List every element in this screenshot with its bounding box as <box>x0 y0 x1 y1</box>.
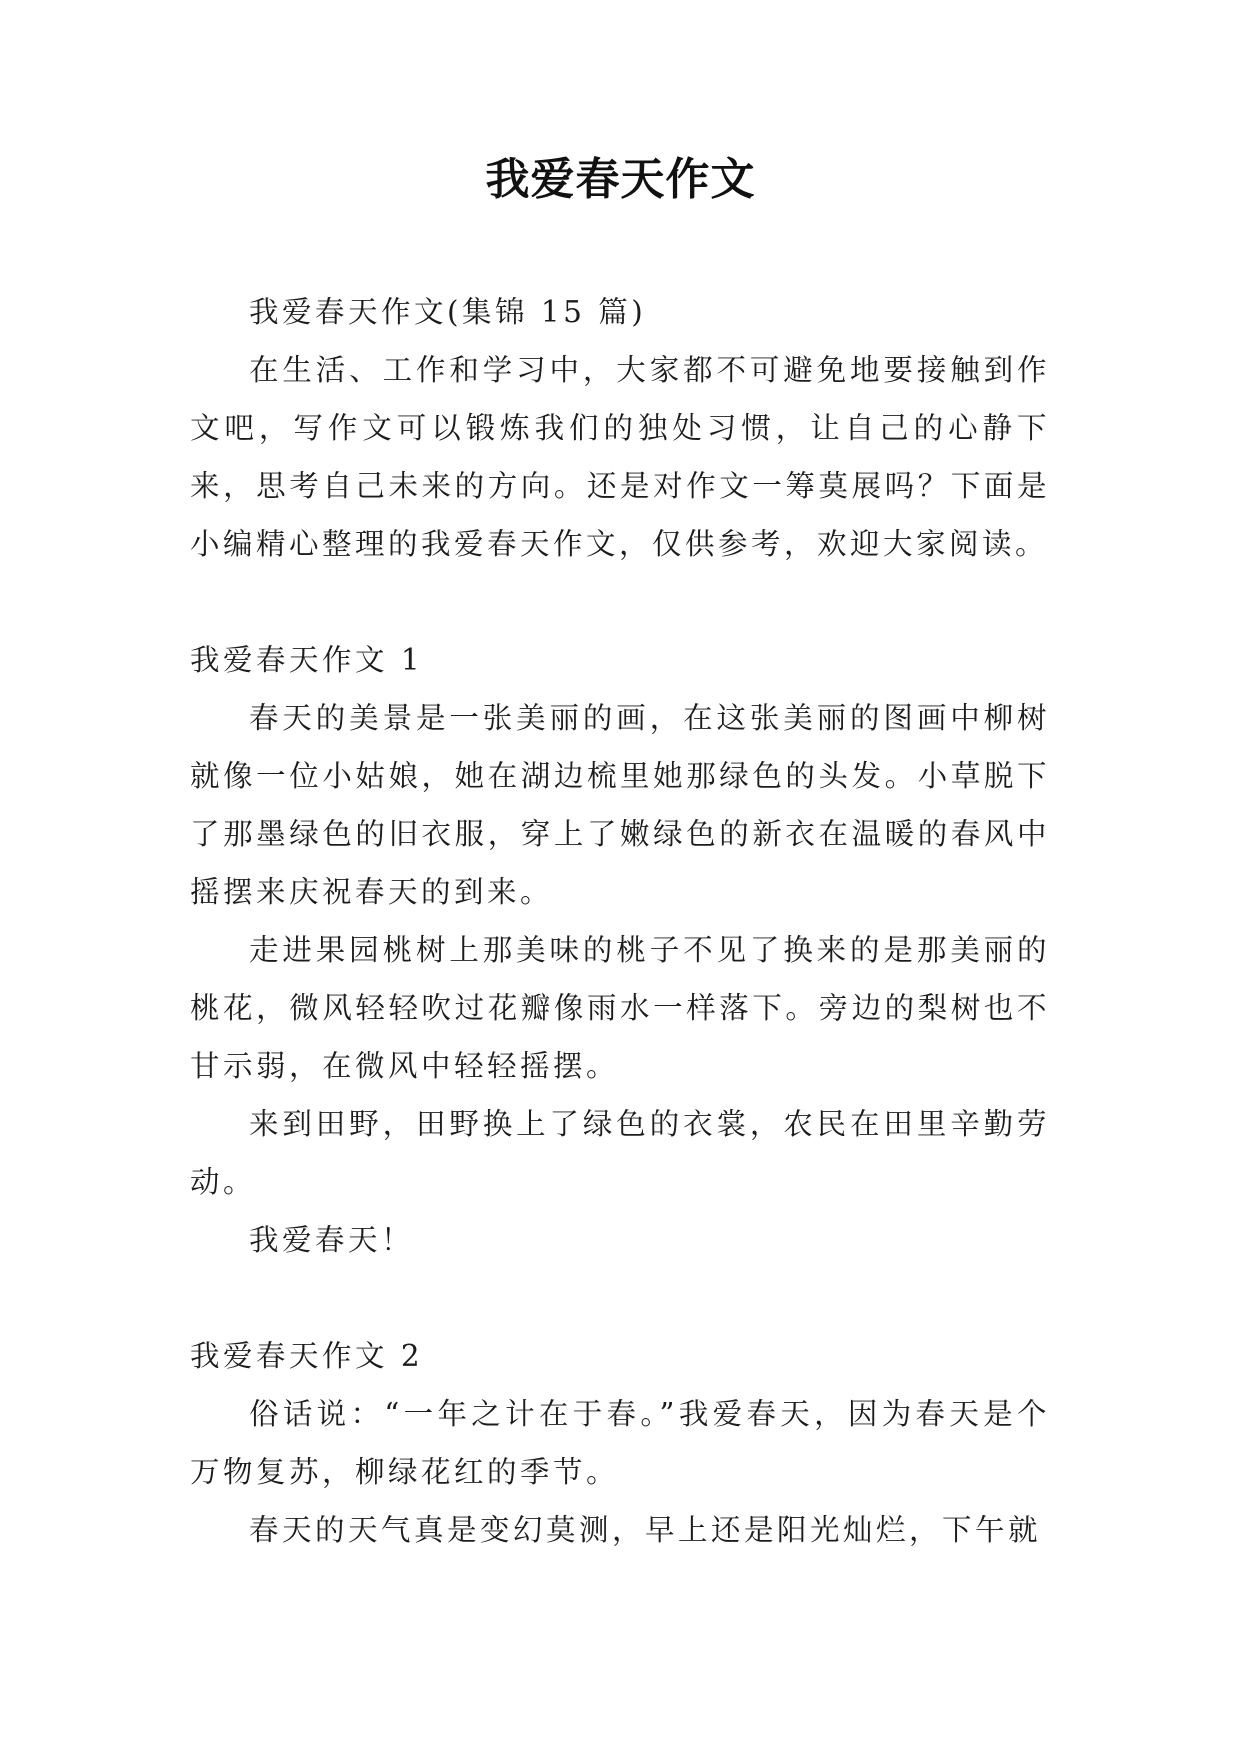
paragraph: 走进果园桃树上那美味的桃子不见了换来的是那美丽的桃花，微风轻轻吹过花瓣像雨水一样落下。旁边的梨树也不甘示弱，在微风中轻轻摇摆。 <box>190 933 1050 1083</box>
paragraph: 来到田野，田野换上了绿色的衣裳，农民在田里辛勤劳动。 <box>190 1107 1050 1199</box>
document-title: 我爱春天作文 <box>485 154 756 205</box>
intro-paragraph: 在生活、工作和学习中，大家都不可避免地要接触到作文吧，写作文可以锻炼我们的独处习惯，让自己的心静下来，思考自己未来的方向。还是对作文一筹莫展吗？下面是小编精心整理的我爱春天作文，仅供参考，欢迎大家阅读。 <box>190 353 1050 561</box>
section-heading: 我爱春天作文 1 <box>190 643 424 677</box>
paragraph: 我爱春天！ <box>249 1223 415 1257</box>
section-heading: 我爱春天作文 2 <box>190 1339 424 1373</box>
paragraph: 俗话说：“一年之计在于春。”我爱春天，因为春天是个万物复苏，柳绿花红的季节。 <box>190 1397 1050 1489</box>
document-body <box>190 283 1050 1559</box>
document-subtitle: 我爱春天作文(集锦 15 篇) <box>249 295 647 329</box>
paragraph: 春天的美景是一张美丽的画，在这张美丽的图画中柳树就像一位小姑娘，她在湖边梳里她那绿色的头发。小草脱下了那墨绿色的旧衣服，穿上了嫩绿色的新衣在温暖的春风中摇摆来庆祝春天的到来。 <box>190 701 1050 909</box>
section-gap <box>190 1269 1050 1327</box>
paragraph: 春天的天气真是变幻莫测，早上还是阳光灿烂，下午就 <box>249 1513 1042 1547</box>
section-gap <box>190 573 1050 631</box>
